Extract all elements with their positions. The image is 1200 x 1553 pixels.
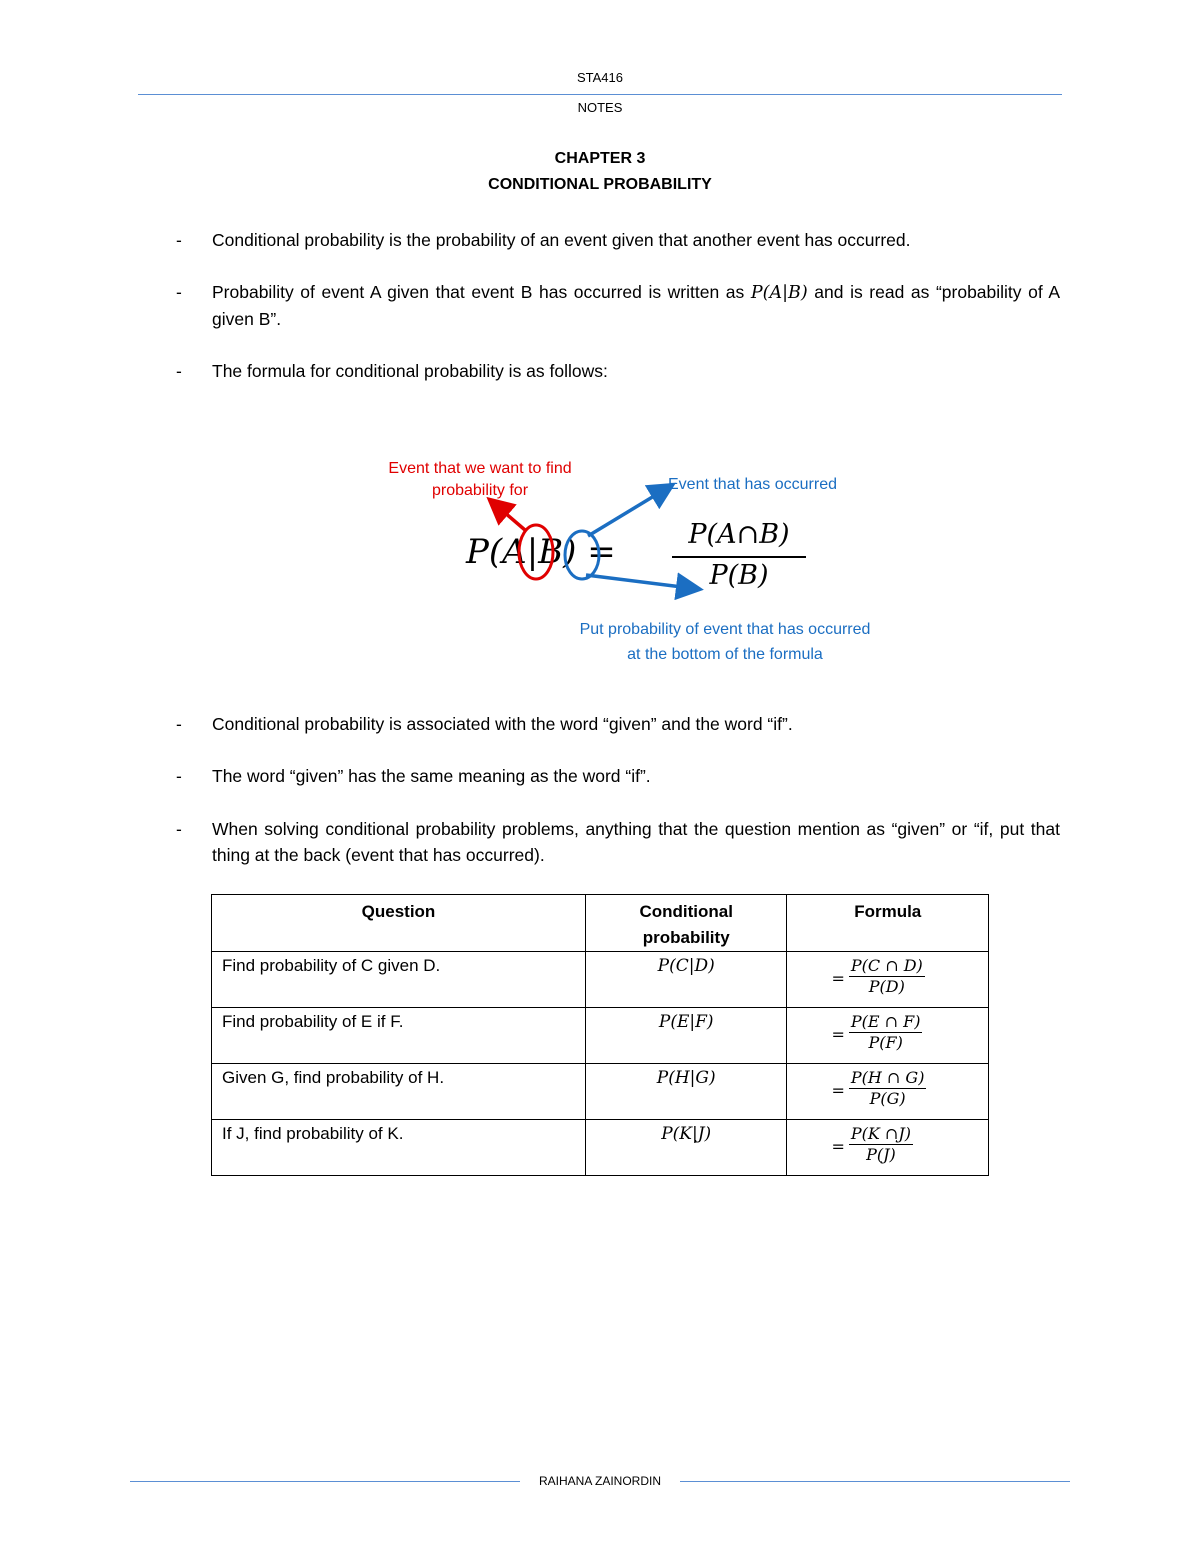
bullet-text: The formula for conditional probability is as follows: xyxy=(212,361,608,381)
formula-fraction: = $\frac{P(H \cap G)}{P(G)}$ xyxy=(831,1068,925,1108)
annotation-red: Event that we want to find probability for xyxy=(388,460,572,499)
course-code: STA416 xyxy=(576,70,623,85)
formula-cell xyxy=(787,1008,989,1064)
annotation-blue-bottom: Put probability of event that has occurred at the bottom of the formula xyxy=(579,621,871,663)
conditional-cell: P(E|F) xyxy=(585,1008,787,1064)
formula-fraction: = $\frac{P(C \cap D)}{P(D)}$ xyxy=(831,956,923,996)
footer-author: RAIHANA ZAINORDIN xyxy=(538,1474,661,1488)
formula-denominator: P(B) xyxy=(709,560,769,591)
question-cell: If J, find probability of K. xyxy=(212,1120,586,1176)
table-row xyxy=(212,1120,989,1176)
math-inline: P(A|B) xyxy=(750,283,808,303)
table-row xyxy=(212,1064,989,1120)
table-header: Formula xyxy=(787,895,989,952)
conditional-probability-table xyxy=(211,894,989,1176)
bullet-text: When solving conditional probability problems, anything that the question mention as “given” or “if, put that thing at the back (event that has occurred). xyxy=(212,819,1060,865)
formula-lhs: P(A|B) = xyxy=(466,532,616,572)
conditional-cell: P(C|D) xyxy=(585,952,787,1008)
table-row xyxy=(212,1008,989,1064)
bullet-text: The word “given” has the same meaning as the word “if”. xyxy=(212,766,651,786)
red-circle xyxy=(519,525,553,579)
header-label: NOTES xyxy=(577,100,623,115)
chapter-title: CONDITIONAL PROBABILITY xyxy=(488,176,712,193)
bullet-text: Conditional probability is associated with the word “given” and the word “if”. xyxy=(212,714,793,734)
bullet-marker: - xyxy=(176,766,182,786)
blue-arrow-bottom xyxy=(586,575,690,588)
chapter-number: CHAPTER 3 xyxy=(554,150,646,167)
blue-circle xyxy=(565,531,599,579)
formula-numerator: P(A∩B) xyxy=(688,519,790,550)
footer-rule-left xyxy=(130,1481,520,1482)
question-cell: Find probability of E if F. xyxy=(212,1008,586,1064)
question-cell: Find probability of C given D. xyxy=(212,952,586,1008)
formula-cell xyxy=(787,952,989,1008)
formula-fraction: = $\frac{P(E \cap F)}{P(F)}$ xyxy=(831,1012,921,1052)
bullet-marker: - xyxy=(176,714,182,734)
conditional-cell: P(K|J) xyxy=(585,1120,787,1176)
bullet-marker: - xyxy=(176,361,182,381)
formula-fraction: = $\frac{P(K \cap J)}{P(J)}$ xyxy=(831,1124,911,1164)
table-header: Question xyxy=(212,895,586,952)
bullet-text-after: and is read as “probability of A given B”. xyxy=(212,282,1061,329)
conditional-cell: P(H|G) xyxy=(585,1064,787,1120)
bullet-text: Conditional probability is the probability of an event given that another event has occurred. xyxy=(212,230,911,250)
annotation-blue-top: Event that has occurred xyxy=(668,476,837,493)
blue-arrow-top xyxy=(588,490,664,536)
bullet-marker: - xyxy=(176,819,182,839)
footer-rule-right xyxy=(680,1481,1070,1482)
table-header: Conditional probability xyxy=(585,895,787,952)
table-header-row xyxy=(212,895,989,952)
bullet-marker: - xyxy=(176,230,182,250)
formula-cell xyxy=(787,1120,989,1176)
bullet-marker: - xyxy=(176,282,182,302)
red-arrow xyxy=(497,506,525,530)
formula-cell xyxy=(787,1064,989,1120)
question-cell: Given G, find probability of H. xyxy=(212,1064,586,1120)
table-row xyxy=(212,952,989,1008)
bullet-text-before: Probability of event A given that event B has occurred is written as xyxy=(212,282,745,302)
